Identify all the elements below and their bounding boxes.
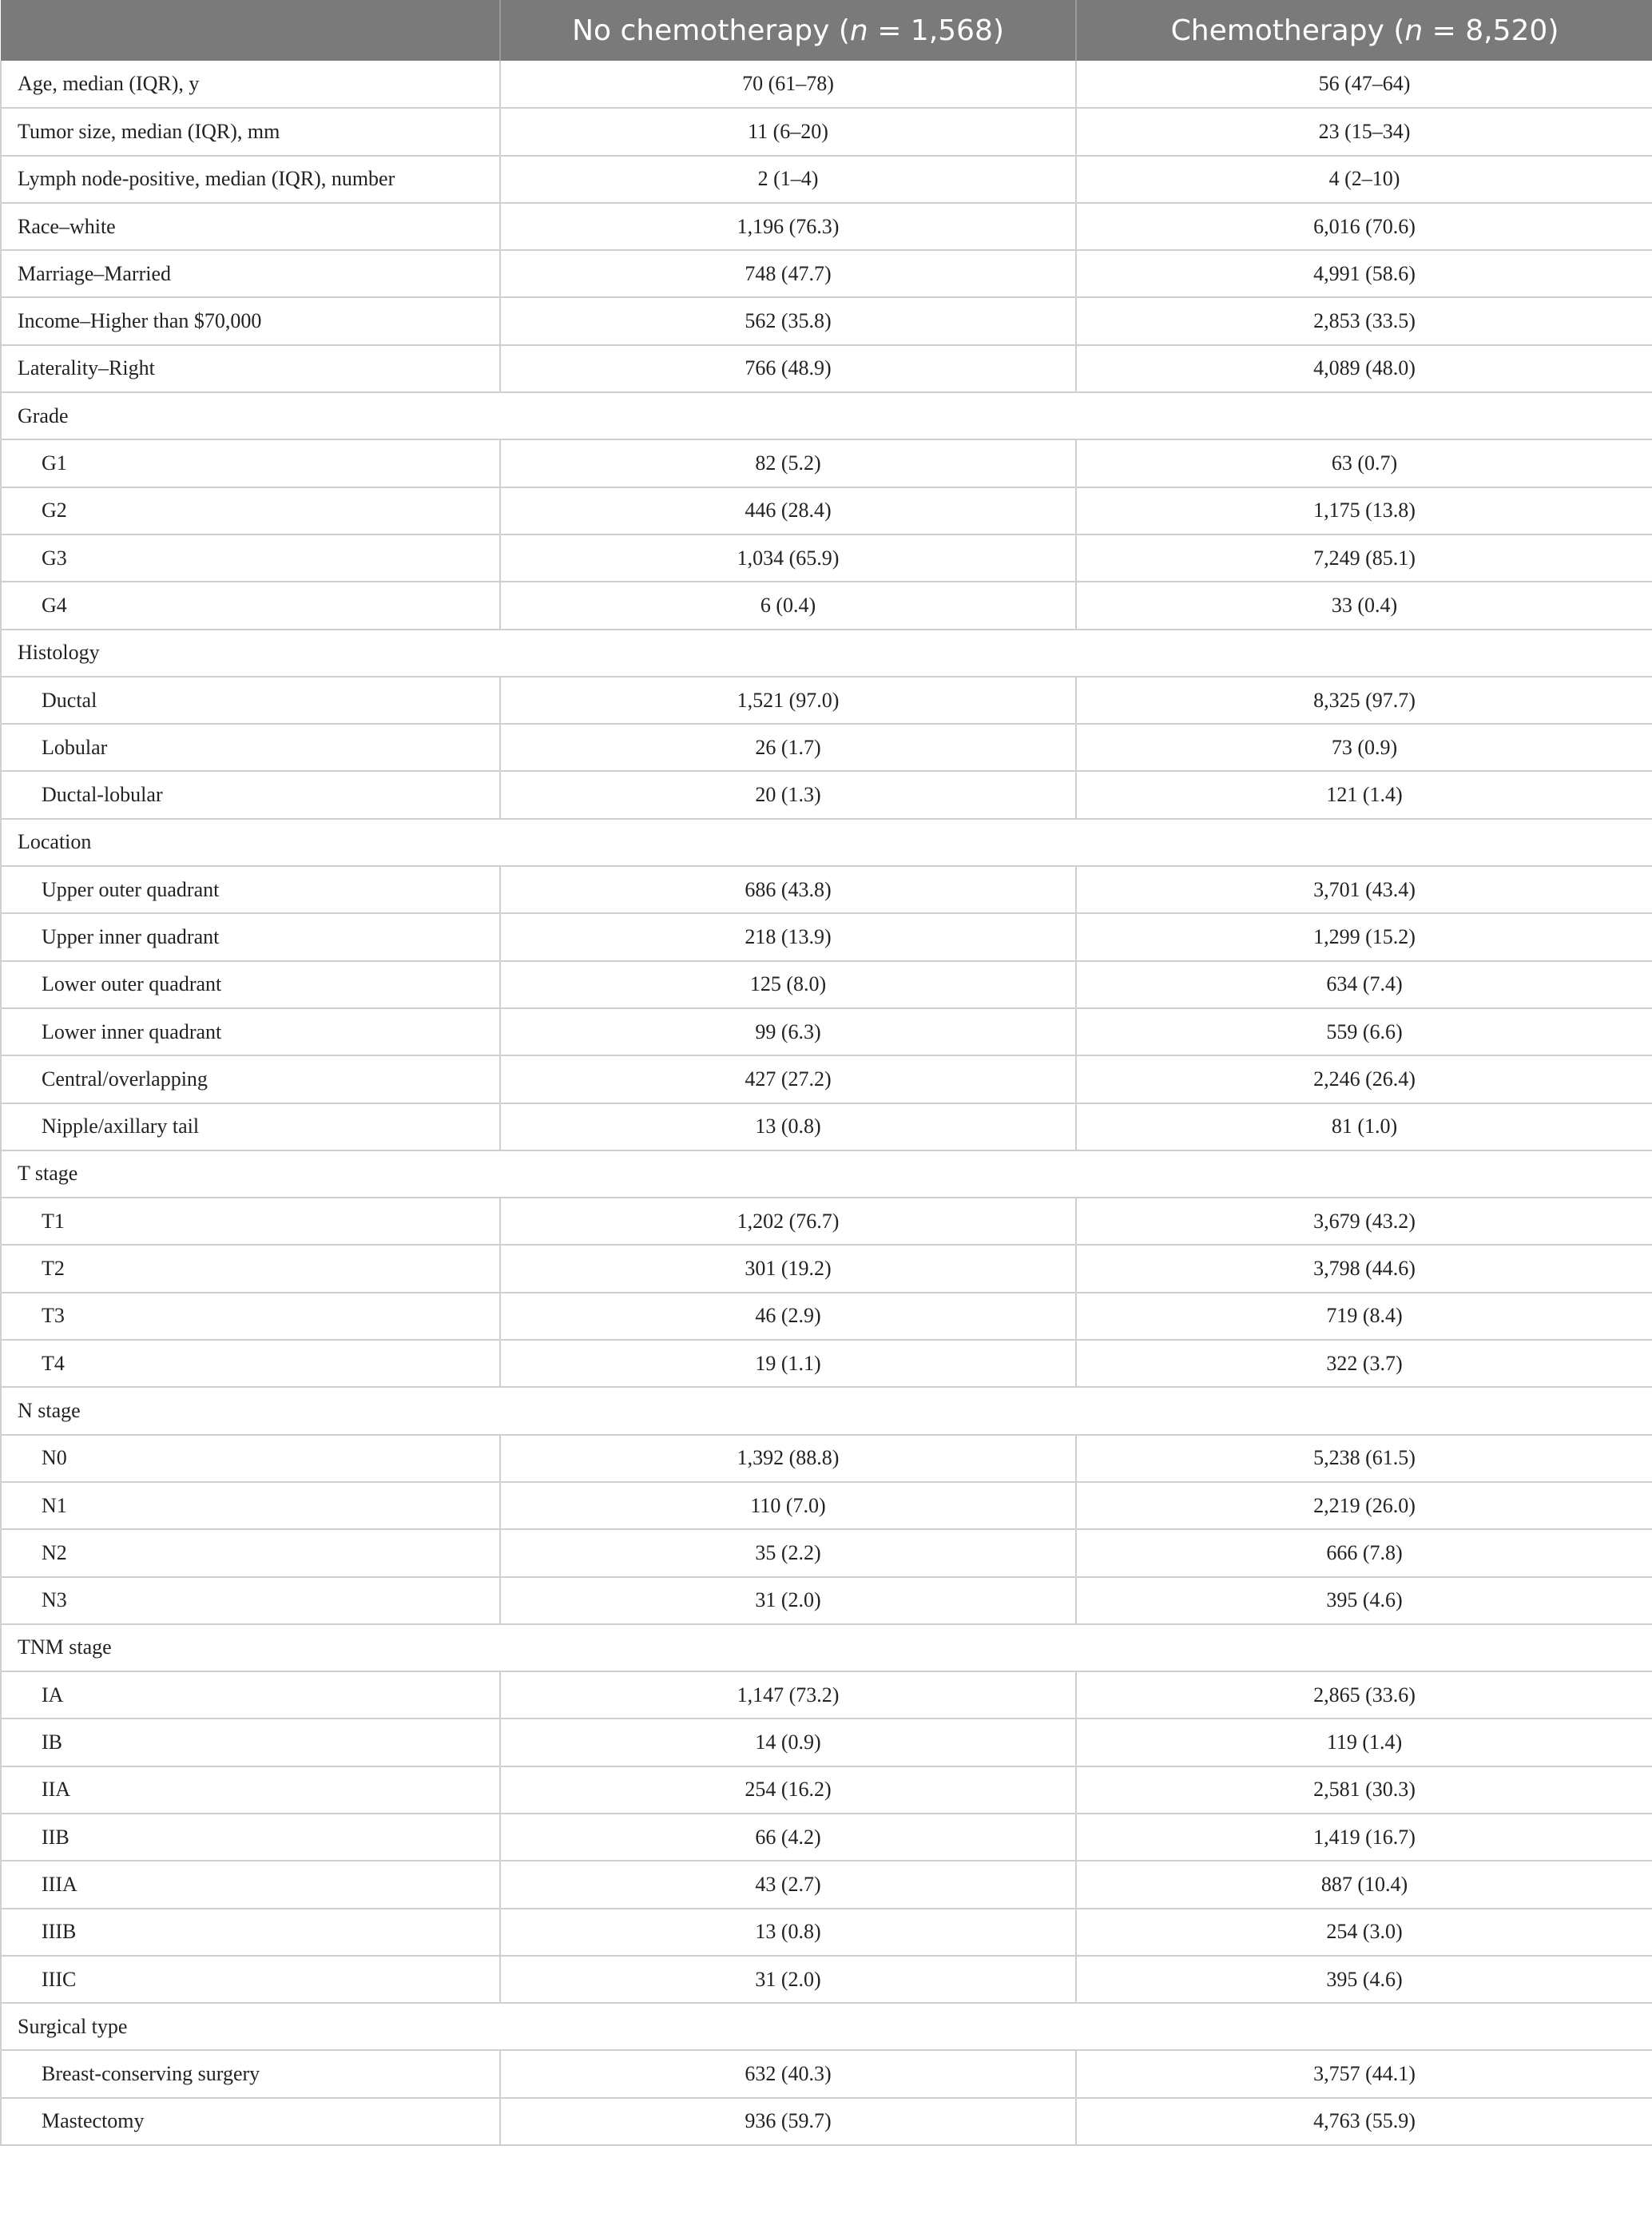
row-label: Lymph node-positive, median (IQR), number (1, 156, 500, 203)
section-label: N stage (1, 1387, 1652, 1434)
table-row (1, 156, 1652, 203)
no-chemotherapy-value: 13 (0.8) (500, 1909, 1076, 1956)
section-header-row (1, 819, 1652, 866)
no-chemotherapy-value: 1,521 (97.0) (500, 677, 1076, 724)
no-chemotherapy-value: 66 (4.2) (500, 1814, 1076, 1861)
row-label: Lower inner quadrant (1, 1008, 500, 1055)
chemotherapy-value: 2,865 (33.6) (1076, 1671, 1652, 1718)
sub-category-row (1, 1008, 1652, 1055)
table-row (1, 61, 1652, 108)
no-chemotherapy-value: 1,034 (65.9) (500, 534, 1076, 582)
row-label: Mastectomy (1, 2098, 500, 2145)
no-chemotherapy-value: 110 (7.0) (500, 1482, 1076, 1529)
row-label: Marriage–Married (1, 250, 500, 297)
row-label: Central/overlapping (1, 1055, 500, 1103)
header-chemo-n: n (1404, 14, 1424, 47)
table-row (1, 250, 1652, 297)
table-body (1, 61, 1652, 2145)
no-chemotherapy-value: 99 (6.3) (500, 1008, 1076, 1055)
sub-category-row (1, 1482, 1652, 1529)
table-row (1, 297, 1652, 344)
row-label: Breast-conserving surgery (1, 2050, 500, 2097)
chemotherapy-value: 254 (3.0) (1076, 1909, 1652, 1956)
section-label: Location (1, 819, 1652, 866)
sub-category-row (1, 1293, 1652, 1340)
row-label: Laterality–Right (1, 345, 500, 392)
chemotherapy-value: 7,249 (85.1) (1076, 534, 1652, 582)
sub-category-row (1, 534, 1652, 582)
sub-category-row (1, 1198, 1652, 1245)
row-label: IIB (1, 1814, 500, 1861)
section-label: Surgical type (1, 2003, 1652, 2050)
row-label: T1 (1, 1198, 500, 1245)
chemotherapy-value: 2,219 (26.0) (1076, 1482, 1652, 1529)
chemotherapy-value: 634 (7.4) (1076, 961, 1652, 1008)
row-label: Tumor size, median (IQR), mm (1, 108, 500, 155)
chemotherapy-value: 395 (4.6) (1076, 1577, 1652, 1624)
row-label: T3 (1, 1293, 500, 1340)
no-chemotherapy-value: 1,196 (76.3) (500, 203, 1076, 250)
no-chemotherapy-value: 14 (0.9) (500, 1718, 1076, 1766)
chemotherapy-value: 56 (47–64) (1076, 61, 1652, 108)
chemotherapy-value: 4,763 (55.9) (1076, 2098, 1652, 2145)
no-chemotherapy-value: 1,147 (73.2) (500, 1671, 1076, 1718)
no-chemotherapy-value: 19 (1.1) (500, 1340, 1076, 1387)
no-chemotherapy-value: 35 (2.2) (500, 1529, 1076, 1576)
header-chemo-suffix: = 8,520) (1423, 14, 1559, 47)
row-label: Age, median (IQR), y (1, 61, 500, 108)
chemotherapy-value: 3,757 (44.1) (1076, 2050, 1652, 2097)
sub-category-row (1, 677, 1652, 724)
row-label: Race–white (1, 203, 500, 250)
row-label: IA (1, 1671, 500, 1718)
chemotherapy-value: 3,679 (43.2) (1076, 1198, 1652, 1245)
sub-category-row (1, 771, 1652, 818)
row-label: IB (1, 1718, 500, 1766)
chemotherapy-value: 322 (3.7) (1076, 1340, 1652, 1387)
row-label: N1 (1, 1482, 500, 1529)
row-label: G4 (1, 582, 500, 629)
chemotherapy-value: 2,853 (33.5) (1076, 297, 1652, 344)
sub-category-row (1, 582, 1652, 629)
sub-category-row (1, 1956, 1652, 2003)
sub-category-row (1, 1435, 1652, 1482)
no-chemotherapy-value: 686 (43.8) (500, 866, 1076, 913)
header-characteristic (1, 0, 500, 61)
row-label: Lobular (1, 724, 500, 771)
chemotherapy-value: 4,089 (48.0) (1076, 345, 1652, 392)
sub-category-row (1, 1671, 1652, 1718)
section-label: TNM stage (1, 1624, 1652, 1671)
chemotherapy-value: 2,246 (26.4) (1076, 1055, 1652, 1103)
row-label: Ductal (1, 677, 500, 724)
row-label: G3 (1, 534, 500, 582)
row-label: T2 (1, 1245, 500, 1292)
chemotherapy-value: 8,325 (97.7) (1076, 677, 1652, 724)
sub-category-row (1, 1861, 1652, 1908)
row-label: G2 (1, 487, 500, 534)
no-chemotherapy-value: 936 (59.7) (500, 2098, 1076, 2145)
chemotherapy-value: 23 (15–34) (1076, 108, 1652, 155)
chemotherapy-value: 5,238 (61.5) (1076, 1435, 1652, 1482)
table-header (1, 0, 1652, 61)
section-header-row (1, 1624, 1652, 1671)
header-no-chemotherapy (500, 0, 1076, 61)
sub-category-row (1, 1718, 1652, 1766)
chemotherapy-value: 33 (0.4) (1076, 582, 1652, 629)
no-chemotherapy-value: 632 (40.3) (500, 2050, 1076, 2097)
no-chemotherapy-value: 82 (5.2) (500, 439, 1076, 487)
chemotherapy-value: 119 (1.4) (1076, 1718, 1652, 1766)
sub-category-row (1, 1103, 1652, 1150)
row-label: Lower outer quadrant (1, 961, 500, 1008)
no-chemotherapy-value: 13 (0.8) (500, 1103, 1076, 1150)
header-row (1, 0, 1652, 61)
header-no-chemo-suffix: = 1,568) (868, 14, 1004, 47)
row-label: G1 (1, 439, 500, 487)
section-label: Grade (1, 392, 1652, 439)
no-chemotherapy-value: 254 (16.2) (500, 1766, 1076, 1814)
sub-category-row (1, 1577, 1652, 1624)
section-header-row (1, 1387, 1652, 1434)
header-chemo-prefix: Chemotherapy ( (1170, 14, 1405, 47)
no-chemotherapy-value: 43 (2.7) (500, 1861, 1076, 1908)
sub-category-row (1, 487, 1652, 534)
chemotherapy-value: 63 (0.7) (1076, 439, 1652, 487)
chemotherapy-value: 1,419 (16.7) (1076, 1814, 1652, 1861)
sub-category-row (1, 2098, 1652, 2145)
chemotherapy-value: 1,299 (15.2) (1076, 913, 1652, 960)
sub-category-row (1, 1055, 1652, 1103)
no-chemotherapy-value: 31 (2.0) (500, 1577, 1076, 1624)
sub-category-row (1, 866, 1652, 913)
chemotherapy-value: 666 (7.8) (1076, 1529, 1652, 1576)
table-row (1, 108, 1652, 155)
no-chemotherapy-value: 70 (61–78) (500, 61, 1076, 108)
table-row (1, 203, 1652, 250)
chemotherapy-value: 73 (0.9) (1076, 724, 1652, 771)
chemotherapy-value: 121 (1.4) (1076, 771, 1652, 818)
header-chemotherapy (1076, 0, 1652, 61)
row-label: IIA (1, 1766, 500, 1814)
sub-category-row (1, 724, 1652, 771)
no-chemotherapy-value: 748 (47.7) (500, 250, 1076, 297)
chemotherapy-value: 3,798 (44.6) (1076, 1245, 1652, 1292)
row-label: IIIC (1, 1956, 500, 2003)
row-label: Upper outer quadrant (1, 866, 500, 913)
no-chemotherapy-value: 301 (19.2) (500, 1245, 1076, 1292)
chemotherapy-value: 1,175 (13.8) (1076, 487, 1652, 534)
no-chemotherapy-value: 46 (2.9) (500, 1293, 1076, 1340)
sub-category-row (1, 961, 1652, 1008)
chemotherapy-value: 6,016 (70.6) (1076, 203, 1652, 250)
no-chemotherapy-value: 427 (27.2) (500, 1055, 1076, 1103)
no-chemotherapy-value: 1,392 (88.8) (500, 1435, 1076, 1482)
row-label: T4 (1, 1340, 500, 1387)
no-chemotherapy-value: 6 (0.4) (500, 582, 1076, 629)
header-no-chemo-n: n (849, 14, 868, 47)
no-chemotherapy-value: 11 (6–20) (500, 108, 1076, 155)
section-label: T stage (1, 1150, 1652, 1198)
chemotherapy-value: 4 (2–10) (1076, 156, 1652, 203)
section-header-row (1, 630, 1652, 677)
chemotherapy-value: 887 (10.4) (1076, 1861, 1652, 1908)
row-label: IIIB (1, 1909, 500, 1956)
row-label: IIIA (1, 1861, 500, 1908)
chemotherapy-value: 559 (6.6) (1076, 1008, 1652, 1055)
chemotherapy-value: 719 (8.4) (1076, 1293, 1652, 1340)
row-label: Income–Higher than $70,000 (1, 297, 500, 344)
no-chemotherapy-value: 218 (13.9) (500, 913, 1076, 960)
section-header-row (1, 392, 1652, 439)
no-chemotherapy-value: 1,202 (76.7) (500, 1198, 1076, 1245)
sub-category-row (1, 1340, 1652, 1387)
table-row (1, 345, 1652, 392)
section-label: Histology (1, 630, 1652, 677)
no-chemotherapy-value: 2 (1–4) (500, 156, 1076, 203)
sub-category-row (1, 913, 1652, 960)
no-chemotherapy-value: 766 (48.9) (500, 345, 1076, 392)
row-label: N2 (1, 1529, 500, 1576)
no-chemotherapy-value: 125 (8.0) (500, 961, 1076, 1008)
no-chemotherapy-value: 562 (35.8) (500, 297, 1076, 344)
sub-category-row (1, 1814, 1652, 1861)
sub-category-row (1, 2050, 1652, 2097)
row-label: N0 (1, 1435, 500, 1482)
sub-category-row (1, 1245, 1652, 1292)
chemotherapy-value: 81 (1.0) (1076, 1103, 1652, 1150)
row-label: N3 (1, 1577, 500, 1624)
sub-category-row (1, 1529, 1652, 1576)
section-header-row (1, 2003, 1652, 2050)
chemotherapy-value: 395 (4.6) (1076, 1956, 1652, 2003)
chemotherapy-value: 2,581 (30.3) (1076, 1766, 1652, 1814)
sub-category-row (1, 1909, 1652, 1956)
no-chemotherapy-value: 31 (2.0) (500, 1956, 1076, 2003)
section-header-row (1, 1150, 1652, 1198)
chemotherapy-value: 3,701 (43.4) (1076, 866, 1652, 913)
row-label: Nipple/axillary tail (1, 1103, 500, 1150)
row-label: Upper inner quadrant (1, 913, 500, 960)
sub-category-row (1, 1766, 1652, 1814)
chemotherapy-value: 4,991 (58.6) (1076, 250, 1652, 297)
no-chemotherapy-value: 26 (1.7) (500, 724, 1076, 771)
no-chemotherapy-value: 446 (28.4) (500, 487, 1076, 534)
sub-category-row (1, 439, 1652, 487)
row-label: Ductal-lobular (1, 771, 500, 818)
no-chemotherapy-value: 20 (1.3) (500, 771, 1076, 818)
header-no-chemo-prefix: No chemotherapy ( (572, 14, 850, 47)
